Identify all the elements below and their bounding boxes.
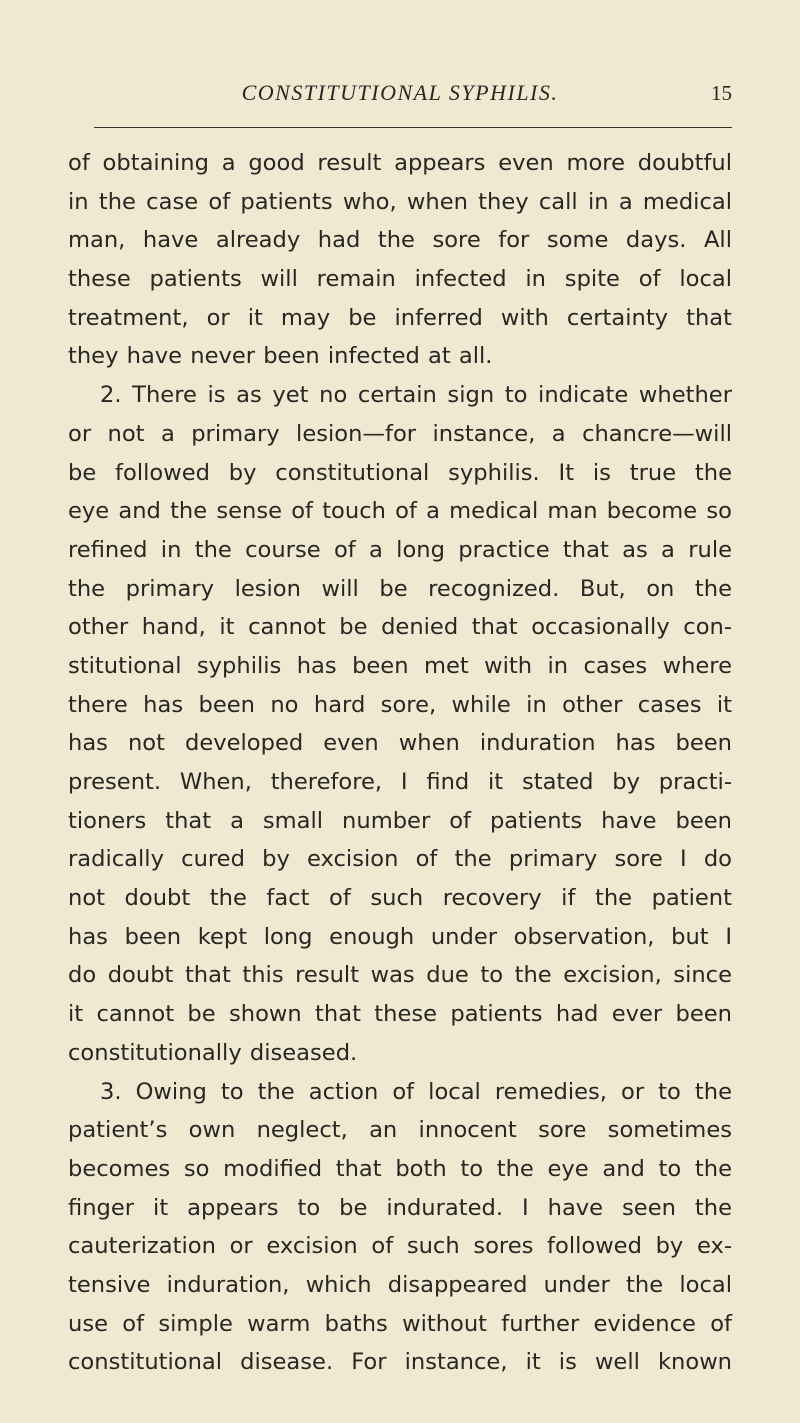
text-line: other hand, it cannot be denied that occasionally con- [68,614,732,641]
running-title: CONSTITUTIONAL SYPHILIS. [241,80,559,105]
text-line: tensive induration, which disappeared under the local [68,1271,732,1298]
running-head [68,78,732,108]
text-line: patient’s own neglect, an innocent sore sometimes [68,1117,732,1144]
text-line: or not a primary lesion—for instance, a chancre—will [68,420,732,447]
text-line: has not developed even when induration has been [68,730,732,757]
text-line: present. When, therefore, I find it stated by practi- [68,769,732,795]
text-line: the primary lesion will be recognized. But, on the [68,575,732,602]
text-line: finger it appears to be indurated. I have seen the [68,1194,732,1221]
text-line: of obtaining a good result appears even more doubtful [68,150,732,176]
text-line: use of simple warm baths without further evidence of [68,1310,732,1337]
text-line: constitutionally diseased. [68,1039,358,1066]
text-line: becomes so modified that both to the eye and to the [68,1155,732,1182]
text-line: they have never been infected at all. [68,343,493,370]
text-line: these patients will remain infected in spite of local [68,266,732,293]
page-number: 15 [711,81,732,105]
text-line: it cannot be shown that these patients had ever been [68,1001,732,1028]
text-line: constitutional disease. For instance, it is well known [68,1349,732,1376]
text-line: in the case of patients who, when they call in a medical [68,188,732,215]
text-line: stitutional syphilis has been met with in cases where [68,652,732,679]
text-line: refined in the course of a long practice that as a rule [68,536,732,563]
text-line: not doubt the fact of such recovery if the patient [68,885,732,912]
text-line: eye and the sense of touch of a medical man become so [68,498,732,525]
text-line: there has been no hard sore, while in other cases it [68,691,732,718]
text-line: radically cured by excision of the primary sore I do [68,846,732,873]
body-text [68,144,732,1382]
text-line: 2. There is as yet no certain sign to indicate whether [100,382,732,409]
text-line: do doubt that this result was due to the excision, since [68,962,732,989]
text-line: be followed by constitutional syphilis. It is true the [68,459,732,486]
text-line: treatment, or it may be inferred with certainty that [68,304,732,331]
text-line: man, have already had the sore for some days. All [68,227,732,254]
text-line: tioners that a small number of patients have been [68,807,732,834]
header-rule [94,127,732,128]
text-line: 3. Owing to the action of local remedies, or to the [100,1078,732,1105]
text-line: cauterization or excision of such sores followed by ex- [68,1233,732,1260]
text-line: has been kept long enough under observation, but I [68,923,732,950]
